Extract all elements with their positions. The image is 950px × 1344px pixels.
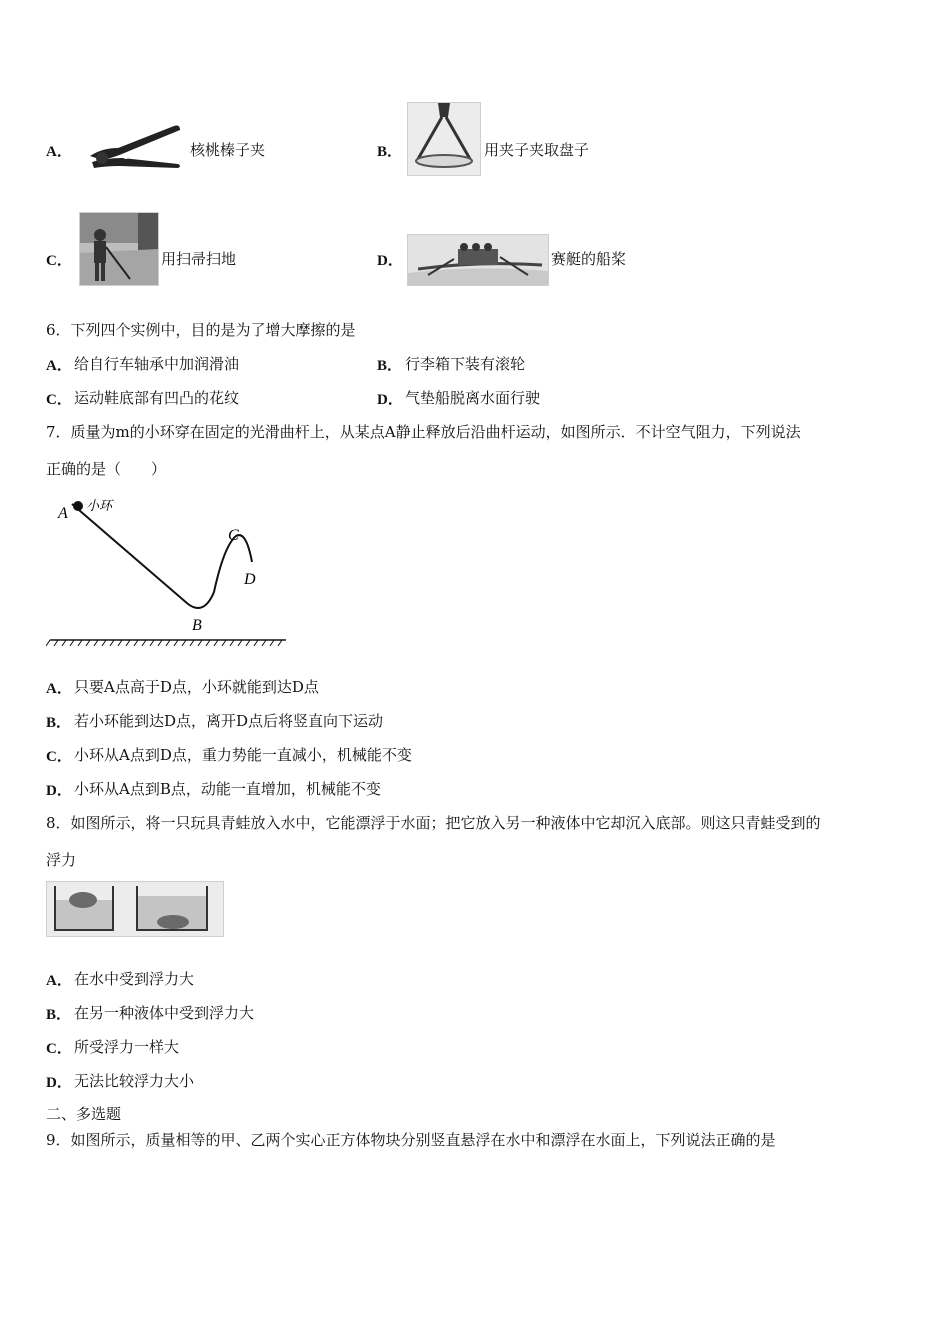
option-text: 用扫帚扫地 bbox=[161, 250, 237, 268]
option-text: 用夹子夹取盘子 bbox=[484, 141, 590, 159]
q8-stem-line2: 浮力 bbox=[46, 851, 77, 869]
plate-tongs-photo bbox=[407, 102, 481, 176]
floating-frog bbox=[69, 892, 97, 908]
option-letter: A． bbox=[46, 973, 72, 989]
q9-stem: 9．如图所示，质量相等的甲、乙两个实心正方体物块分别竖直悬浮在水中和漂浮在水面上，下列说法正确的是 bbox=[46, 1131, 776, 1149]
option-letter: B． bbox=[46, 1007, 72, 1023]
option-letter: D． bbox=[377, 392, 403, 408]
section-heading: 二、多选题 bbox=[46, 1105, 122, 1123]
option-text: 小环从A点到D点，重力势能一直减小，机械能不变 bbox=[74, 746, 412, 764]
option-letter: B． bbox=[46, 715, 72, 731]
option-text: 在水中受到浮力大 bbox=[74, 970, 195, 988]
rowing-boat-photo bbox=[407, 234, 549, 286]
option-letter: D． bbox=[46, 1075, 72, 1091]
option-letter: D． bbox=[377, 253, 403, 269]
option-letter: C． bbox=[46, 1041, 72, 1057]
option-text: 运动鞋底部有凹凸的花纹 bbox=[74, 389, 240, 407]
option-text: 小环从A点到B点，动能一直增加，机械能不变 bbox=[74, 780, 381, 798]
q8-frog-beakers-figure bbox=[46, 881, 224, 937]
label-ring: 小环 bbox=[86, 498, 113, 513]
option-letter: C． bbox=[46, 749, 72, 765]
option-text: 核桃榛子夹 bbox=[190, 141, 266, 159]
q7-stem-line2: 正确的是（ ） bbox=[46, 460, 167, 478]
q8-stem-line1: 8．如图所示，将一只玩具青蛙放入水中，它能漂浮于水面；把它放入另一种液体中它却沉入底部。则这只青蛙受到的 bbox=[46, 814, 821, 832]
option-text: 只要A点高于D点，小环就能到达D点 bbox=[74, 678, 319, 696]
sunk-frog bbox=[157, 915, 189, 929]
option-letter: A． bbox=[46, 358, 72, 374]
label-c: C bbox=[228, 527, 239, 544]
option-text: 给自行车轴承中加润滑油 bbox=[74, 355, 240, 373]
option-letter: B． bbox=[377, 144, 403, 160]
option-text: 无法比较浮力大小 bbox=[74, 1072, 195, 1090]
option-letter: C． bbox=[46, 253, 72, 269]
option-text: 所受浮力一样大 bbox=[74, 1038, 180, 1056]
nutcracker-photo bbox=[82, 118, 182, 170]
label-a: A bbox=[58, 505, 68, 522]
option-text: 行李箱下装有滚轮 bbox=[405, 355, 526, 373]
ring bbox=[73, 501, 83, 511]
label-b: B bbox=[192, 617, 202, 634]
q7-stem-line1: 7．质量为m的小环穿在固定的光滑曲杆上，从某点A静止释放后沿曲杆运动，如图所示．不计空气阻力，下列说法 bbox=[46, 423, 801, 441]
option-text: 若小环能到达D点，离开D点后将竖直向下运动 bbox=[74, 712, 384, 730]
option-letter: C． bbox=[46, 392, 72, 408]
sweeping-photo bbox=[79, 212, 159, 286]
option-letter: B． bbox=[377, 358, 403, 374]
label-d: D bbox=[244, 571, 256, 588]
option-letter: A． bbox=[46, 681, 72, 697]
q7-curved-rod-figure bbox=[46, 492, 290, 652]
option-text: 在另一种液体中受到浮力大 bbox=[74, 1004, 255, 1022]
option-letter: D． bbox=[46, 783, 72, 799]
option-text: 气垫船脱离水面行驶 bbox=[405, 389, 541, 407]
option-text: 赛艇的船桨 bbox=[551, 250, 627, 268]
q6-stem: 6．下列四个实例中，目的是为了增大摩擦的是 bbox=[46, 321, 356, 339]
option-letter: A． bbox=[46, 144, 72, 160]
curved-rod bbox=[72, 504, 252, 608]
